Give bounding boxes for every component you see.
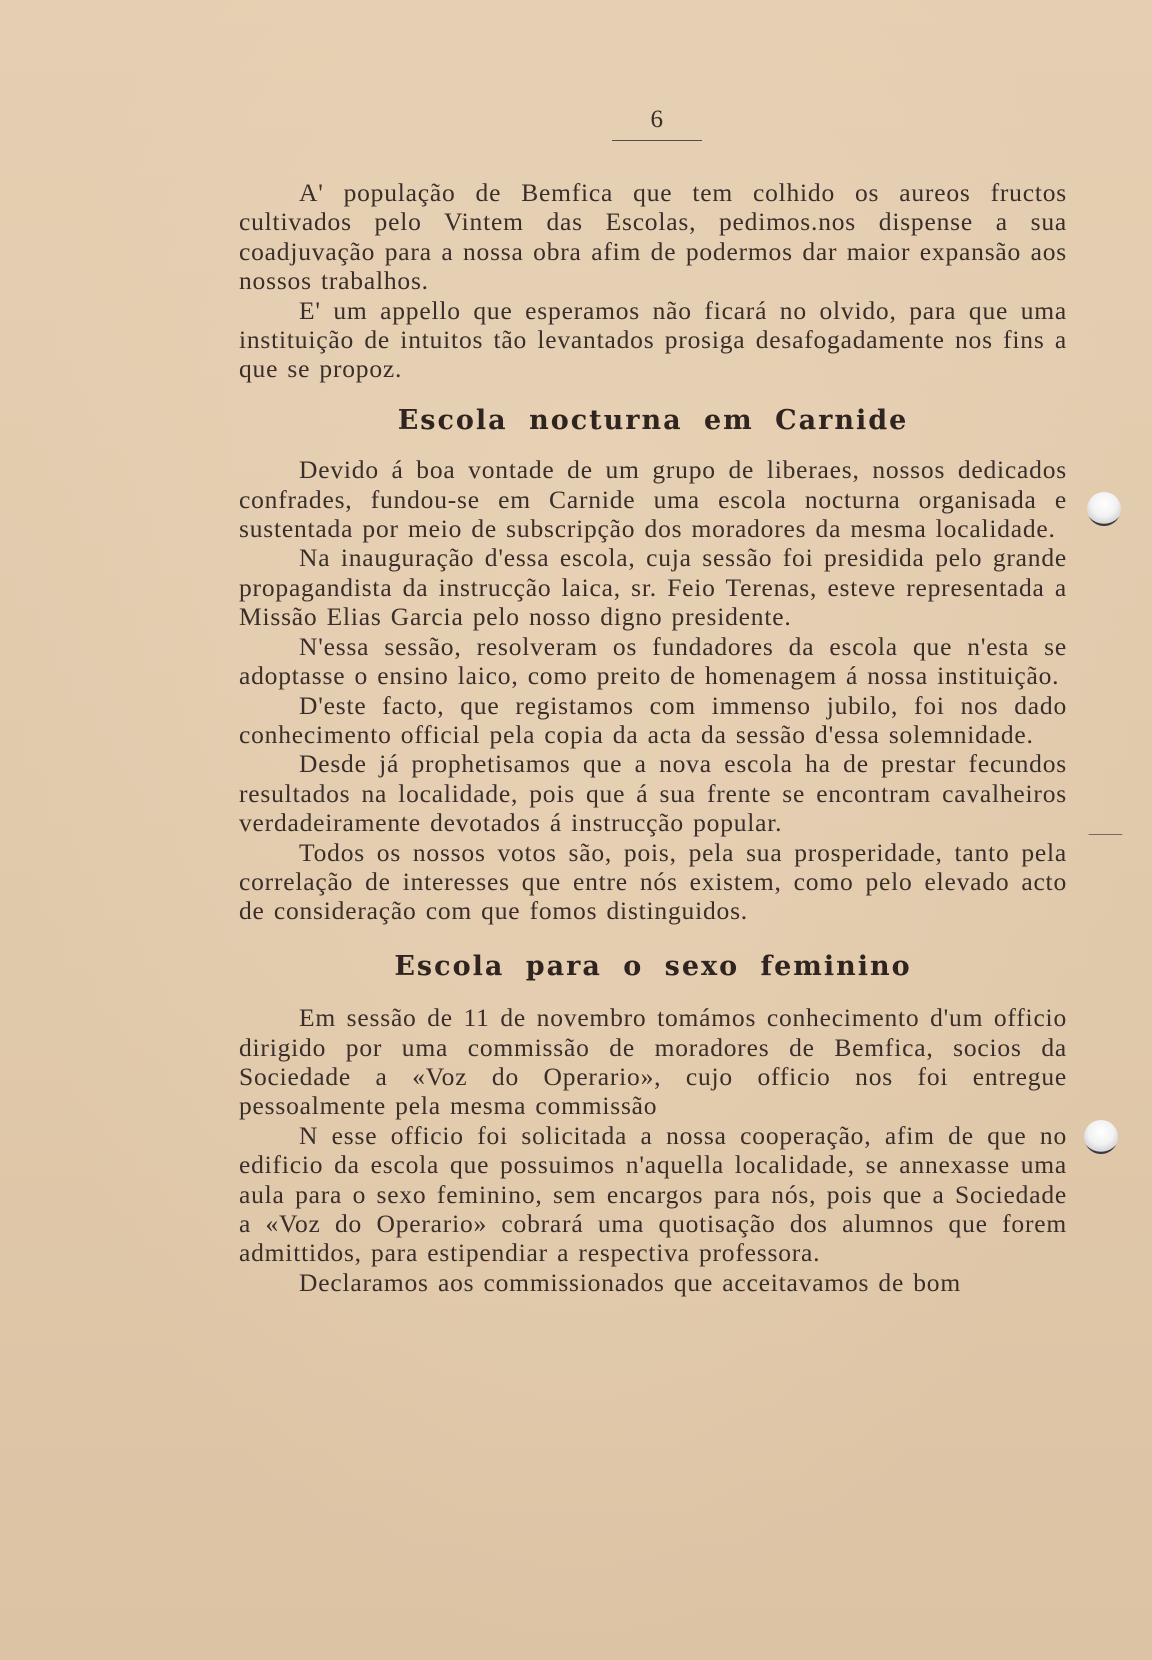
carnide-paragraph-1: Devido á boa vontade de um grupo de liberaes, nossos dedicados confrades, fundou-se em Carnide uma escola nocturna organisada e sustentada por meio de subscripção dos moradores da mesma localidade.: [239, 455, 1067, 544]
page-number: 6: [612, 106, 702, 141]
intro-paragraph-1: A' população de Bemfica que tem colhido os aureos fructos cultivados pelo Vintem das Escolas, pedimos.nos dispense a sua coadjuvação para a nossa obra afim de podermos dar maior expansão aos nossos trabalhos.: [239, 178, 1067, 296]
text-column: [239, 178, 1067, 1297]
carnide-paragraph-3: N'essa sessão, resolveram os fundadores da escola que n'esta se adoptasse o ensino laico, como preito de homenagem á nossa instituição.: [239, 631, 1067, 691]
intro-paragraph-2: E' um appello que esperamos não ficará no olvido, para que uma instituição de intuitos tão levantados prosiga desafogadamente nos fins a que se propoz.: [239, 295, 1067, 384]
binding-hole-lower: [1084, 1120, 1118, 1154]
feminino-paragraph-2: N esse officio foi solicitada a nossa cooperação, afim de que no edificio da escola que possuimos n'aquella localidade, se annexasse uma aula para o sexo feminino, sem encargos para nós, pois que a Sociedade a «Voz do Operario» cobrará uma quotisação dos alumnos que forem admittidos, para estipendiar a respectiva professora.: [239, 1120, 1067, 1268]
margin-mark: ⸻: [1088, 827, 1123, 842]
feminino-paragraph-1: Em sessão de 11 de novembro tomámos conhecimento d'um officio dirigido por uma commissão de moradores de Bemfica, socios da Sociedade a «Voz do Operario», cujo officio nos foi entregue pessoalmente pela mesma commissão: [239, 1003, 1067, 1121]
section-heading-carnide: Escola nocturna em Carnide: [397, 404, 909, 436]
binding-hole-upper: [1087, 492, 1121, 526]
section-heading-feminino: Escola para o sexo feminino: [394, 950, 912, 982]
carnide-paragraph-6: Todos os nossos votos são, pois, pela sua prosperidade, tanto pela correlação de interesses que entre nós existem, como pelo elevado acto de consideração com que fomos distinguidos.: [239, 837, 1067, 926]
feminino-paragraph-3: Declaramos aos commissionados que acceitavamos de bom: [299, 1267, 961, 1297]
carnide-paragraph-4: D'este facto, que registamos com immenso jubilo, foi nos dado conhecimento official pela copia da acta da sessão d'essa solemnidade.: [239, 690, 1067, 749]
carnide-paragraph-5: Desde já prophetisamos que a nova escola ha de prestar fecundos resultados na localidade, pois que á sua frente se encontram cavalheiros verdadeiramente devotados á instrucção popular.: [239, 749, 1067, 838]
carnide-paragraph-2: Na inauguração d'essa escola, cuja sessão foi presidida pelo grande propagandista da instrucção laica, sr. Feio Terenas, esteve representada a Missão Elias Garcia pelo nosso digno presidente.: [239, 543, 1067, 632]
